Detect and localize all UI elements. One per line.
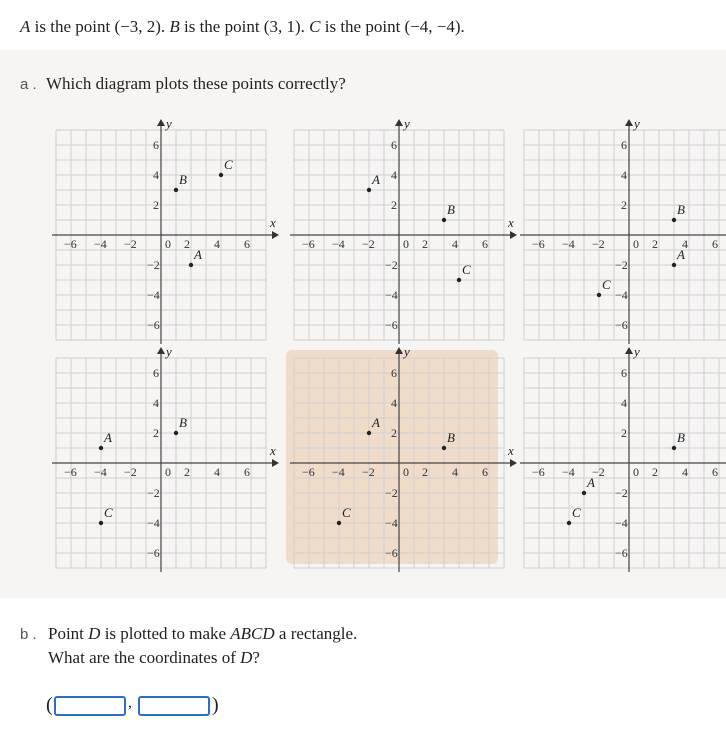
point-a-label: A xyxy=(104,430,112,445)
x-tick-label: −2 xyxy=(362,465,375,479)
x-tick-label: 4 xyxy=(682,465,688,479)
close-paren: ) xyxy=(212,694,219,716)
point-a-name: A xyxy=(20,17,31,36)
point-a-label: A xyxy=(677,247,685,262)
y-tick-label: 6 xyxy=(153,366,159,380)
question-stem xyxy=(20,17,465,37)
x-tick-label: −4 xyxy=(332,237,345,251)
point-b-dot xyxy=(174,188,178,192)
y-tick-label: 2 xyxy=(391,198,397,212)
x-tick-label: −6 xyxy=(302,237,315,251)
y-tick-label: 4 xyxy=(621,168,627,182)
y-tick-label: −2 xyxy=(615,486,628,500)
shape-name: ABCD xyxy=(230,624,275,643)
part-b-label: b . xyxy=(20,626,37,643)
x-axis-label: x xyxy=(270,443,276,458)
y-tick-label: −6 xyxy=(147,546,160,560)
x-tick-label: −6 xyxy=(532,465,545,479)
point-c-label: C xyxy=(572,505,581,520)
x-tick-label: 6 xyxy=(712,237,718,251)
point-c-label: C xyxy=(602,277,611,292)
option-5-diagram[interactable] xyxy=(286,344,514,564)
point-b-dot xyxy=(672,218,676,222)
y-axis-arrow xyxy=(157,347,165,354)
point-a-dot xyxy=(367,431,371,435)
y-axis-label: y xyxy=(404,116,410,131)
point-b-dot xyxy=(174,431,178,435)
x-tick-label: −6 xyxy=(532,237,545,251)
part-b-text: What are the coordinates of xyxy=(48,648,241,667)
y-axis-label: y xyxy=(166,344,172,359)
coordinate-grid xyxy=(516,116,726,336)
y-tick-label: −2 xyxy=(147,486,160,500)
option-3-diagram[interactable] xyxy=(516,116,726,336)
y-tick-label: 6 xyxy=(153,138,159,152)
x-tick-label: −4 xyxy=(562,237,575,251)
y-tick-label: 2 xyxy=(153,426,159,440)
y-tick-label: −4 xyxy=(147,288,160,302)
y-coordinate-input[interactable] xyxy=(138,696,210,716)
y-tick-label: −6 xyxy=(615,546,628,560)
coordinate-grid xyxy=(48,344,276,564)
x-tick-label: −4 xyxy=(94,465,107,479)
point-a-dot xyxy=(99,446,103,450)
y-tick-label: 6 xyxy=(621,366,627,380)
point-c-dot xyxy=(457,278,461,282)
point-c-label: C xyxy=(342,505,351,520)
point-b-dot xyxy=(442,446,446,450)
point-a-label: A xyxy=(587,475,595,490)
point-a-dot xyxy=(189,263,193,267)
x-tick-label: −6 xyxy=(64,237,77,251)
y-axis-label: y xyxy=(634,116,640,131)
x-tick-label: −2 xyxy=(592,465,605,479)
y-tick-label: −4 xyxy=(147,516,160,530)
part-a-panel xyxy=(0,50,726,598)
option-2-diagram[interactable] xyxy=(286,116,514,336)
y-axis-arrow xyxy=(625,119,633,126)
point-a-dot xyxy=(672,263,676,267)
y-tick-label: −2 xyxy=(615,258,628,272)
point-a-label: A xyxy=(372,415,380,430)
y-tick-label: 2 xyxy=(621,426,627,440)
x-axis-arrow xyxy=(272,459,279,467)
point-c-dot xyxy=(219,173,223,177)
y-tick-label: 6 xyxy=(391,138,397,152)
y-axis-arrow xyxy=(625,347,633,354)
y-tick-label: −6 xyxy=(615,318,628,332)
y-axis-arrow xyxy=(157,119,165,126)
point-b-label: B xyxy=(447,430,455,445)
y-tick-label: −4 xyxy=(385,288,398,302)
point-c-text: is the point (−4, −4). xyxy=(320,17,465,36)
y-tick-label: −4 xyxy=(385,516,398,530)
option-4-diagram[interactable] xyxy=(48,344,276,564)
point-a-dot xyxy=(367,188,371,192)
point-b-dot xyxy=(442,218,446,222)
point-c-dot xyxy=(337,521,341,525)
y-tick-label: −6 xyxy=(385,546,398,560)
y-tick-label: 2 xyxy=(153,198,159,212)
part-b-text: a rectangle. xyxy=(274,624,358,643)
y-tick-label: −4 xyxy=(615,288,628,302)
y-axis-label: y xyxy=(634,344,640,359)
x-tick-label: 0 xyxy=(403,237,409,251)
x-tick-label: −2 xyxy=(124,465,137,479)
coordinate-grid xyxy=(286,116,514,336)
y-tick-label: 2 xyxy=(391,426,397,440)
point-b-label: B xyxy=(179,415,187,430)
x-tick-label: 0 xyxy=(633,237,639,251)
x-tick-label: −4 xyxy=(332,465,345,479)
point-b-dot xyxy=(672,446,676,450)
part-a-question: Which diagram plots these points correctly? xyxy=(46,74,346,93)
point-c-label: C xyxy=(462,262,471,277)
y-axis-label: y xyxy=(166,116,172,131)
point-a-label: A xyxy=(372,172,380,187)
x-tick-label: 6 xyxy=(244,237,250,251)
x-coordinate-input[interactable] xyxy=(54,696,126,716)
y-tick-label: 4 xyxy=(391,396,397,410)
point-a-dot xyxy=(582,491,586,495)
point-b-label: B xyxy=(179,172,187,187)
x-tick-label: −4 xyxy=(562,465,575,479)
part-b-text: Point xyxy=(48,624,89,643)
point-c-dot xyxy=(99,521,103,525)
y-tick-label: −2 xyxy=(385,486,398,500)
y-tick-label: 2 xyxy=(621,198,627,212)
x-axis-label: x xyxy=(508,215,514,230)
y-tick-label: −4 xyxy=(615,516,628,530)
x-tick-label: 6 xyxy=(712,465,718,479)
x-tick-label: 6 xyxy=(244,465,250,479)
x-tick-label: 4 xyxy=(682,237,688,251)
x-tick-label: 2 xyxy=(184,465,190,479)
x-tick-label: 4 xyxy=(214,465,220,479)
y-tick-label: 4 xyxy=(153,396,159,410)
y-axis-arrow xyxy=(395,347,403,354)
x-tick-label: 0 xyxy=(403,465,409,479)
point-d-name: D xyxy=(88,624,101,643)
point-b-label: B xyxy=(447,202,455,217)
comma: , xyxy=(128,694,132,711)
x-tick-label: 6 xyxy=(482,237,488,251)
x-axis-label: x xyxy=(508,443,514,458)
point-b-label: B xyxy=(677,202,685,217)
x-tick-label: 4 xyxy=(214,237,220,251)
x-tick-label: 6 xyxy=(482,465,488,479)
x-tick-label: −2 xyxy=(124,237,137,251)
coordinate-grid xyxy=(48,116,276,336)
point-b-text: is the point (3, 1). xyxy=(179,17,310,36)
part-b-line-2 xyxy=(48,648,260,668)
point-d-name: D xyxy=(240,648,253,667)
x-tick-label: 2 xyxy=(652,465,658,479)
open-paren: ( xyxy=(46,694,53,716)
y-tick-label: −6 xyxy=(385,318,398,332)
y-tick-label: 4 xyxy=(391,168,397,182)
part-b-line-1 xyxy=(48,624,357,644)
x-tick-label: 4 xyxy=(452,237,458,251)
option-6-diagram[interactable] xyxy=(516,344,726,564)
y-axis-arrow xyxy=(395,119,403,126)
x-tick-label: 4 xyxy=(452,465,458,479)
x-axis-arrow xyxy=(272,231,279,239)
x-tick-label: 0 xyxy=(633,465,639,479)
point-c-dot xyxy=(597,293,601,297)
point-b-name: B xyxy=(169,17,180,36)
point-c-label: C xyxy=(224,157,233,172)
point-a-text: is the point (−3, 2). xyxy=(30,17,170,36)
y-tick-label: 6 xyxy=(391,366,397,380)
x-tick-label: 2 xyxy=(422,465,428,479)
coordinate-grid xyxy=(516,344,726,564)
point-a-label: A xyxy=(194,247,202,262)
point-b-label: B xyxy=(677,430,685,445)
x-tick-label: 0 xyxy=(165,465,171,479)
x-tick-label: −6 xyxy=(302,465,315,479)
point-c-dot xyxy=(567,521,571,525)
y-tick-label: −6 xyxy=(147,318,160,332)
y-tick-label: −2 xyxy=(385,258,398,272)
part-b-text: is plotted to make xyxy=(100,624,231,643)
y-tick-label: 4 xyxy=(153,168,159,182)
x-tick-label: −2 xyxy=(592,237,605,251)
part-b-text: ? xyxy=(252,648,260,667)
x-tick-label: −6 xyxy=(64,465,77,479)
point-c-label: C xyxy=(104,505,113,520)
y-tick-label: 4 xyxy=(621,396,627,410)
x-tick-label: 2 xyxy=(422,237,428,251)
y-tick-label: 6 xyxy=(621,138,627,152)
y-tick-label: −2 xyxy=(147,258,160,272)
point-c-name: C xyxy=(309,17,321,36)
x-tick-label: −2 xyxy=(362,237,375,251)
x-tick-label: 0 xyxy=(165,237,171,251)
x-tick-label: −4 xyxy=(94,237,107,251)
part-a-label: a . xyxy=(20,76,37,93)
x-tick-label: 2 xyxy=(652,237,658,251)
coordinate-grid xyxy=(286,344,514,564)
x-axis-label: x xyxy=(270,215,276,230)
y-axis-label: y xyxy=(404,344,410,359)
option-1-diagram[interactable] xyxy=(48,116,276,336)
x-tick-label: 2 xyxy=(184,237,190,251)
